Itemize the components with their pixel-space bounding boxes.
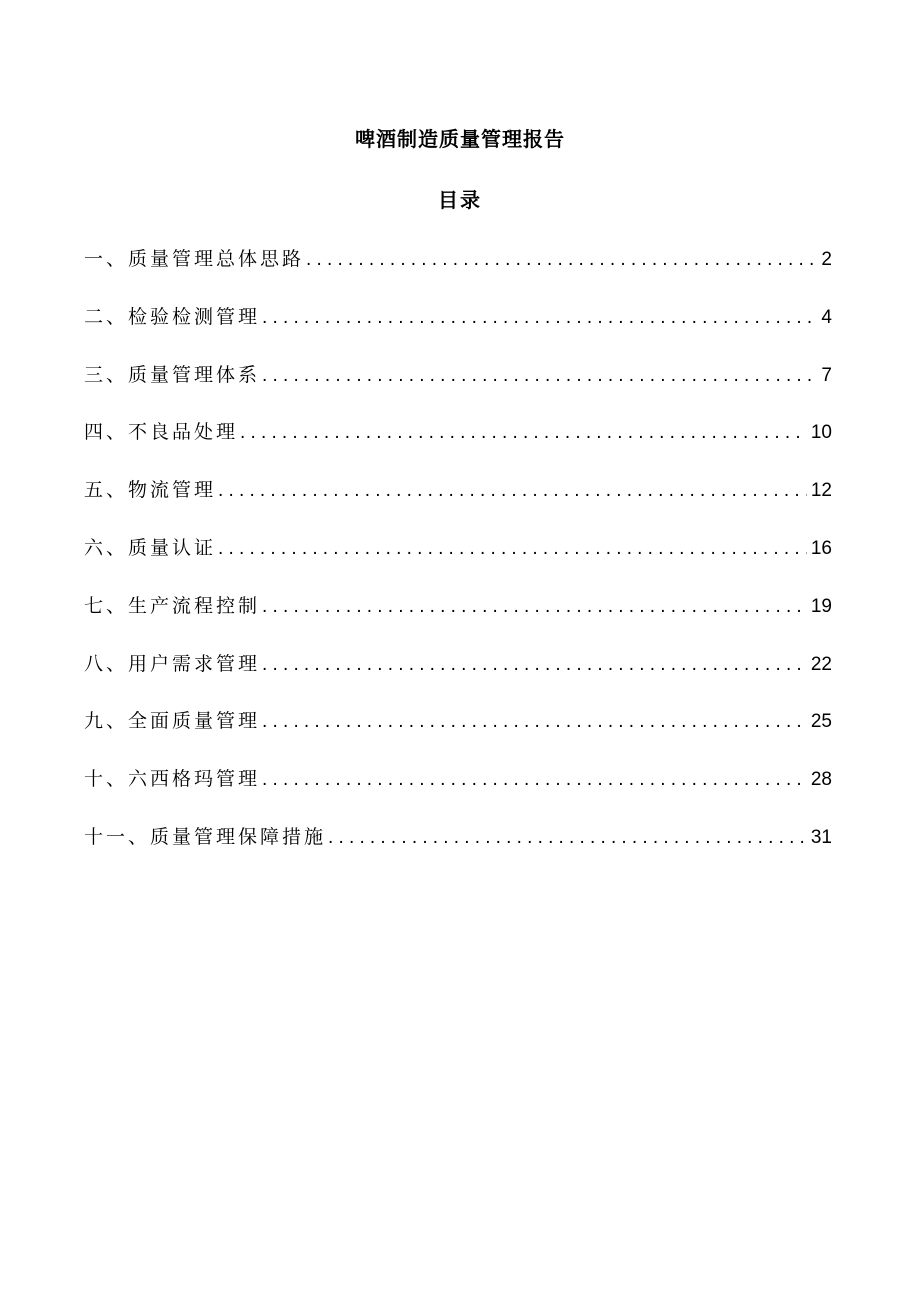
- toc-entry-label: 七、生产流程控制: [84, 594, 261, 617]
- toc-leader-dots: [218, 532, 807, 566]
- toc-entry-5[interactable]: [84, 473, 832, 507]
- toc-entry-page: 31: [810, 826, 832, 848]
- toc-entry-label: 十一、质量管理保障措施: [84, 825, 327, 848]
- toc-entry-10[interactable]: [84, 762, 832, 796]
- toc-leader-dots: [306, 243, 817, 277]
- toc-entry-6[interactable]: [84, 531, 832, 565]
- toc-entry-label: 一、质量管理总体思路: [84, 248, 305, 270]
- toc-entry-label: 五、物流管理: [84, 479, 217, 502]
- toc-entry-label: 六、质量认证: [84, 536, 217, 559]
- toc-entry-label: 二、检验检测管理: [84, 305, 261, 328]
- toc-leader-dots: [262, 590, 807, 624]
- toc-leader-dots: [262, 763, 807, 797]
- toc-entry-7[interactable]: [84, 589, 832, 623]
- toc-entry-1[interactable]: [84, 242, 832, 276]
- toc-entry-label: 十、六西格玛管理: [84, 768, 261, 791]
- toc-entry-page: 12: [810, 480, 832, 502]
- toc-entry-8[interactable]: [84, 647, 832, 681]
- toc-entry-page: 25: [810, 711, 832, 733]
- toc-heading: 目录: [438, 188, 482, 212]
- toc-leader-dots: [328, 821, 807, 855]
- toc-entry-page: 7: [821, 364, 832, 386]
- toc-entry-page: 4: [821, 306, 832, 328]
- toc-entry-page: 19: [810, 595, 832, 617]
- toc-entry-page: 2: [821, 249, 832, 270]
- table-of-contents: [84, 242, 832, 878]
- toc-entry-4[interactable]: [84, 415, 832, 449]
- toc-leader-dots: [262, 301, 817, 335]
- toc-leader-dots: [262, 648, 807, 682]
- toc-entry-page: 28: [810, 769, 832, 791]
- toc-entry-page: 22: [810, 653, 832, 675]
- toc-entry-label: 三、质量管理体系: [84, 363, 261, 386]
- toc-entry-2[interactable]: [84, 300, 832, 334]
- toc-entry-label: 四、不良品处理: [84, 421, 239, 444]
- toc-entry-11[interactable]: [84, 820, 832, 854]
- toc-entry-page: 16: [810, 537, 832, 559]
- toc-leader-dots: [262, 359, 817, 393]
- toc-leader-dots: [262, 705, 807, 739]
- document-title: 啤酒制造质量管理报告: [355, 127, 565, 151]
- toc-entry-3[interactable]: [84, 358, 832, 392]
- toc-entry-label: 八、用户需求管理: [84, 652, 261, 675]
- toc-entry-page: 10: [810, 422, 832, 444]
- toc-entry-9[interactable]: [84, 704, 832, 738]
- toc-leader-dots: [240, 416, 807, 450]
- toc-entry-label: 九、全面质量管理: [84, 710, 261, 733]
- toc-leader-dots: [218, 474, 807, 508]
